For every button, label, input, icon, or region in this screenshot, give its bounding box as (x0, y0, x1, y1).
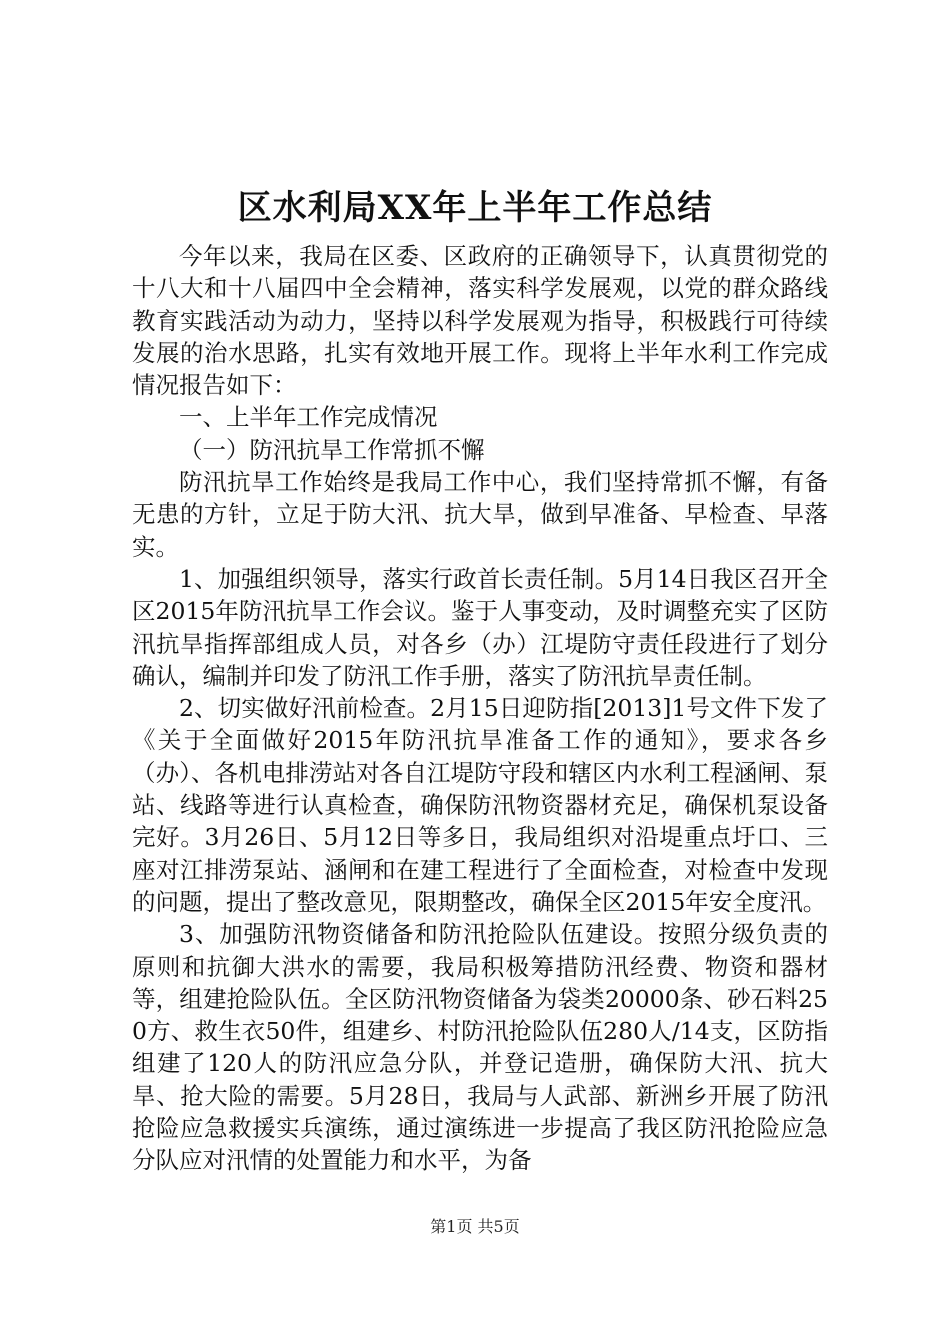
section-heading-1: 一、上半年工作完成情况 (179, 403, 438, 432)
paragraph-flood-overview: 防汛抗旱工作始终是我局工作中心，我们坚持常抓不懈，有备无患的方针，立足于防大汛、抗大旱，做到早准备、早检查、早落实。 (132, 468, 828, 561)
paragraph-item-2: 2、切实做好汛前检查。2月15日迎防指[2013]1号文件下发了《关于全面做好2015年防汛抗旱准备工作的通知》，要求各乡（办）、各机电排涝站对各自江堤防守段和辖区内水利工程涵闸、泵站、线路等进行认真检查，确保防汛物资器材充足，确保机泵设备完好。3月26日、5月12日等多日，我局组织对沿堤重点圩口、三座对江排涝泵站、涵闸和在建工程进行了全面检查，对检查中发现的问题，提出了整改意见，限期整改，确保全区2015年安全度汛。 (132, 694, 828, 916)
paragraph-intro: 今年以来，我局在区委、区政府的正确领导下，认真贯彻党的十八大和十八届四中全会精神，落实科学发展观，以党的群众路线教育实践活动为动力，坚持以科学发展观为指导，积极践行可待续发展的治水思路，扎实有效地开展工作。现将上半年水利工作完成情况报告如下： (132, 242, 828, 400)
paragraph-item-1: 1、加强组织领导，落实行政首长责任制。5月14日我区召开全区2015年防汛抗旱工作会议。鉴于人事变动，及时调整充实了区防汛抗旱指挥部组成人员，对各乡（办）江堤防守责任段进行了划分确认，编制并印发了防汛工作手册，落实了防汛抗旱责任制。 (132, 564, 828, 690)
page-number-footer: 第1页 共5页 (430, 1217, 520, 1236)
document-title: 区水利局XX年上半年工作总结 (237, 188, 713, 228)
subsection-heading-1: （一）防汛抗旱工作常抓不懈 (179, 435, 485, 464)
document-body (132, 240, 828, 1177)
paragraph-item-3: 3、加强防汛物资储备和防汛抢险队伍建设。按照分级负责的原则和抗御大洪水的需要，我局积极筹措防汛经费、物资和器材等，组建抢险队伍。全区防汛物资储备为袋类20000条、砂石料250方、救生衣50件，组建乡、村防汛抢险队伍280人/14支，区防指组建了120人的防汛应急分队，并登记造册，确保防大汛、抗大旱、抢大险的需要。5月28日，我局与人武部、新洲乡开展了防汛抢险应急救援实兵演练，通过演练进一步提高了我区防汛抢险应急分队应对汛情的处置能力和水平，为备 (132, 920, 828, 1175)
